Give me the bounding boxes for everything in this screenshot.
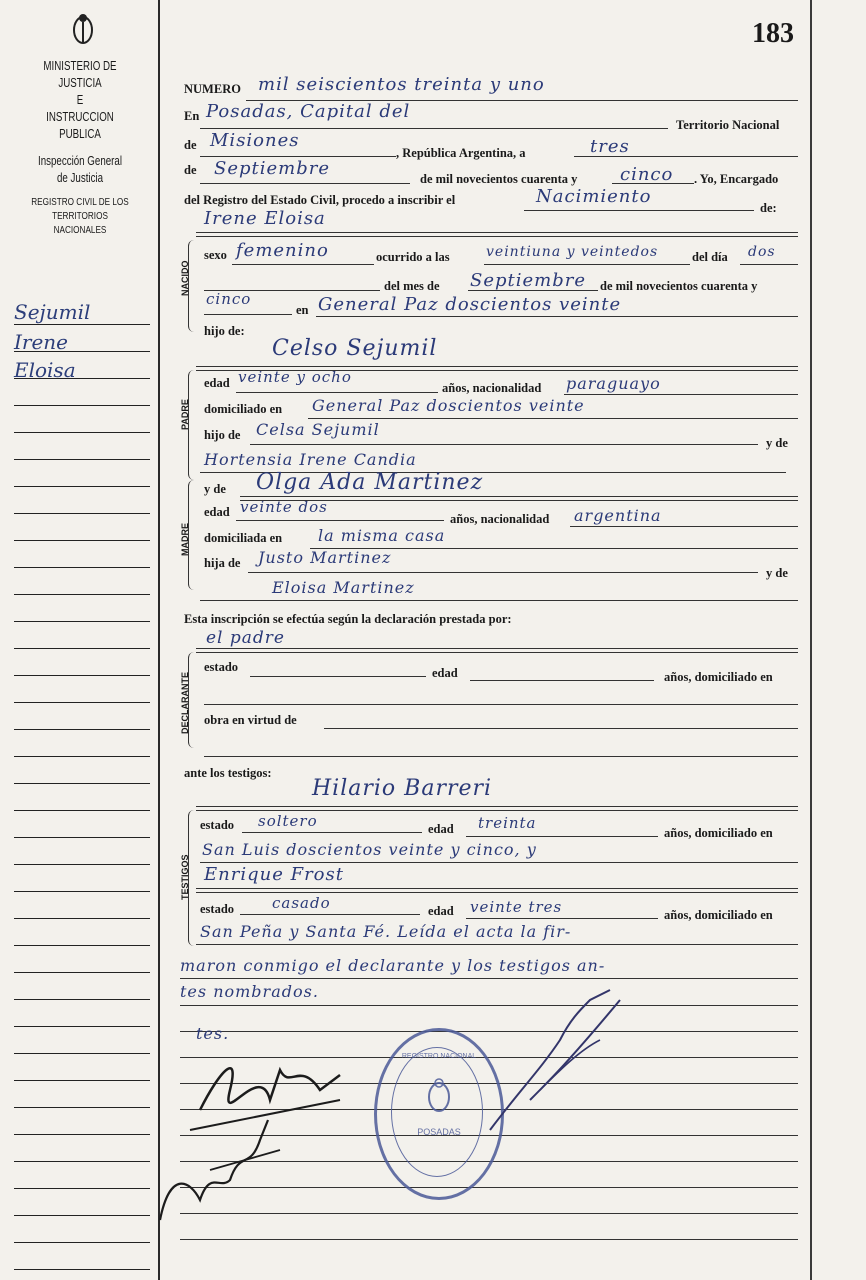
testigo1-estado-line xyxy=(242,832,422,833)
declarante-intro: Esta inscripción se efectúa según la declaración prestada por: xyxy=(184,612,512,626)
testigo1-edad-label: edad xyxy=(428,822,454,836)
left-ruled-line xyxy=(14,945,150,946)
testigo1-nombre: Hilario Barreri xyxy=(312,776,493,801)
mes-nacimiento-value: Septiembre xyxy=(470,270,586,291)
madre-edad: veinte dos xyxy=(240,498,328,516)
declarante-obra-line xyxy=(324,728,798,729)
seal-top-text: REGISTRO NACIONAL xyxy=(401,1053,477,1060)
left-ruled-line xyxy=(14,864,150,865)
anio-nacimiento-value: cinco xyxy=(206,290,252,308)
anio-line xyxy=(612,183,694,184)
numero-value: mil seiscientos treinta y uno xyxy=(258,74,545,95)
mes-inscripcion-value: Septiembre xyxy=(214,158,330,179)
seal-city-text: POSADAS xyxy=(417,1127,461,1137)
madre-madre: Eloisa Martinez xyxy=(272,578,415,597)
cierre-linea-1: maron conmigo el declarante y los testigos an- xyxy=(180,956,606,975)
registro-label: del Registro del Estado Civil, procedo a inscribir el xyxy=(184,193,456,207)
left-ruled-line xyxy=(14,837,150,838)
left-ruled-line xyxy=(14,1053,150,1054)
testigo1-estado-label: estado xyxy=(200,818,235,832)
left-ruled-line xyxy=(14,972,150,973)
sexo-value: femenino xyxy=(236,240,329,261)
left-ruled-line xyxy=(14,1080,150,1081)
declarante-obra-label: obra en virtud de xyxy=(204,713,297,727)
declarante-blank-1 xyxy=(204,704,798,705)
signature-2-icon xyxy=(150,1110,300,1230)
acto-value: Nacimiento xyxy=(536,186,652,207)
nombre-inscripto-value: Irene Eloisa xyxy=(204,208,326,229)
padre-y-de-label: y de xyxy=(766,436,788,450)
hijo-label: hijo de: xyxy=(204,324,245,338)
right-edge-line xyxy=(810,0,812,1280)
testigo2-nombre: Enrique Frost xyxy=(204,864,344,885)
madre-nombre: Olga Ada Martinez xyxy=(256,470,484,495)
left-ruled-line xyxy=(14,891,150,892)
ocurrido-label: ocurrido a las xyxy=(376,250,450,264)
en-line xyxy=(200,128,668,129)
madre-domicilio: la misma casa xyxy=(318,526,446,545)
ministry-line-4: Inspección General xyxy=(37,154,122,168)
left-ruled-line xyxy=(14,1215,150,1216)
declarante-edad-label: edad xyxy=(432,666,458,680)
testigo2-dom-line xyxy=(196,944,798,945)
mes-line xyxy=(200,183,410,184)
sexo-label: sexo xyxy=(204,248,227,262)
testigos-intro: ante los testigos: xyxy=(184,766,272,780)
margin-second-name: Eloisa xyxy=(14,358,76,382)
sexo-line xyxy=(232,264,374,265)
left-ruled-line xyxy=(14,1026,150,1027)
padre-madre: Hortensia Irene Candia xyxy=(204,450,417,469)
anio-nac-line xyxy=(204,314,292,315)
left-ruled-line xyxy=(14,1107,150,1108)
anio-label: de mil novecientos cuarenta y xyxy=(420,172,578,186)
declarante-line xyxy=(196,648,798,653)
left-ruled-line xyxy=(14,648,150,649)
left-ruled-line xyxy=(14,1188,150,1189)
madre-nac-line xyxy=(570,526,798,527)
madre-tag: MADRE xyxy=(180,523,190,556)
madre-edad-label: edad xyxy=(204,505,230,519)
left-ruled-line xyxy=(14,810,150,811)
mes-nac-line xyxy=(468,290,598,291)
dia-line xyxy=(574,156,798,157)
en-label: En xyxy=(184,109,200,123)
ministry-line-7: TERRITORIOS NACIONALES xyxy=(52,210,108,236)
signature-3-icon xyxy=(470,980,650,1150)
testigo2-edad-label: edad xyxy=(428,904,454,918)
madre-madre-line xyxy=(200,600,798,601)
declarante-blank-2 xyxy=(204,756,798,757)
left-ruled-line xyxy=(14,702,150,703)
left-ruled-line xyxy=(14,459,150,460)
declarante-tag: DECLARANTE xyxy=(180,672,190,734)
ministry-line-2: E xyxy=(76,93,84,107)
left-ruled-line xyxy=(14,432,150,433)
deldia-label: del día xyxy=(692,250,728,264)
testigo1-edad: treinta xyxy=(478,814,537,832)
testigo2-edad-line xyxy=(466,918,658,919)
de2-label: de xyxy=(184,163,197,177)
left-ruled-line xyxy=(14,378,150,379)
testigos-tag: TESTIGOS xyxy=(180,854,190,900)
ministry-line-5: de Justicia xyxy=(56,171,104,185)
declarante-edad-line xyxy=(470,680,654,681)
madre-anios-label: años, nacionalidad xyxy=(450,512,550,526)
testigo2-anios-label: años, domiciliado en xyxy=(664,908,773,922)
national-emblem-icon xyxy=(70,10,96,46)
padre-nac-line xyxy=(564,394,798,395)
padre-tag: PADRE xyxy=(180,399,190,430)
left-ruled-line xyxy=(14,567,150,568)
left-ruled-line xyxy=(14,405,150,406)
mil-label: de mil novecientos cuarenta y xyxy=(600,279,758,293)
lugar-line xyxy=(316,316,798,317)
testigo1-dom-line xyxy=(200,862,798,863)
yo-label: . Yo, Encargado xyxy=(694,172,779,186)
page-number: 183 xyxy=(752,18,794,49)
madre-domicilio-label: domiciliada en xyxy=(204,531,283,545)
padre-edad-label: edad xyxy=(204,376,230,390)
padre-padre: Celsa Sejumil xyxy=(256,420,380,439)
padre-padre-line xyxy=(250,444,758,445)
en-value: Posadas, Capital del xyxy=(206,101,411,122)
dia-inscripcion-value: tres xyxy=(590,136,630,157)
left-ruled-line xyxy=(14,756,150,757)
padre-hijo-de-label: hijo de xyxy=(204,428,241,442)
numero-label: NUMERO xyxy=(184,82,241,96)
declarante-anios-label: años, domiciliado en xyxy=(664,670,773,684)
testigo1-nombre-line xyxy=(196,806,798,811)
de-label: de xyxy=(184,138,197,152)
padre-nombre: Celso Sejumil xyxy=(272,336,438,361)
left-ruled-line xyxy=(14,1242,150,1243)
testigo2-edad: veinte tres xyxy=(470,898,563,916)
en2-label: en xyxy=(296,303,309,317)
testigo1-edad-line xyxy=(466,836,658,837)
left-ruled-line xyxy=(14,675,150,676)
padre-anios-label: años, nacionalidad xyxy=(442,381,542,395)
de3-label: de: xyxy=(760,201,777,215)
testigo1-anios-label: años, domiciliado en xyxy=(664,826,773,840)
left-ruled-line xyxy=(14,1269,150,1270)
ministry-header xyxy=(25,58,134,237)
margin-surname: Sejumil xyxy=(14,300,91,324)
padre-domicilio-label: domiciliado en xyxy=(204,402,283,416)
padre-edad: veinte y ocho xyxy=(238,368,352,386)
left-ruled-line xyxy=(14,621,150,622)
lugar-value: General Paz doscientos veinte xyxy=(318,294,622,315)
left-ruled-line xyxy=(14,1134,150,1135)
ministry-line-1: MINISTERIO DE JUSTICIA xyxy=(43,59,117,90)
left-ruled-line xyxy=(14,351,150,352)
cierre-line-1 xyxy=(180,978,798,979)
madre-y-de2-label: y de xyxy=(766,566,788,580)
padre-edad-line xyxy=(236,392,438,393)
madre-nacionalidad: argentina xyxy=(574,506,662,525)
left-ruled-line xyxy=(14,486,150,487)
left-ruled-line xyxy=(14,729,150,730)
testigo2-domicilio: San Peña y Santa Fé. Leída el acta la fir- xyxy=(200,922,572,941)
left-ruled-line xyxy=(14,918,150,919)
left-ruled-line xyxy=(14,783,150,784)
left-ruled-line xyxy=(14,540,150,541)
acto-line xyxy=(524,210,754,211)
left-ruled-line xyxy=(14,513,150,514)
testigo1-estado: soltero xyxy=(258,812,318,830)
left-ruled-line xyxy=(14,594,150,595)
provincia-value: Misiones xyxy=(210,130,300,151)
seal-emblem-icon xyxy=(425,1075,453,1115)
nacido-tag: NACIDO xyxy=(180,260,190,296)
republica-label: , República Argentina, a xyxy=(396,146,526,160)
madre-hija-de-label: hija de xyxy=(204,556,241,570)
left-ruled-line xyxy=(14,1161,150,1162)
anio-inscripcion-value: cinco xyxy=(620,164,674,185)
delmes-label: del mes de xyxy=(384,279,440,293)
testigo1-domicilio: San Luis doscientos veinte y cinco, y xyxy=(202,840,537,859)
declarante-value: el padre xyxy=(206,628,285,648)
testigo2-nombre-line xyxy=(196,888,798,893)
dia-nac-line xyxy=(740,264,798,265)
ministry-line-3: INSTRUCCION PUBLICA xyxy=(46,110,114,141)
testigo2-estado: casado xyxy=(272,894,331,912)
margin-first-name: Irene xyxy=(14,330,69,354)
territorio-label: Territorio Nacional xyxy=(676,118,780,132)
madre-padre-line xyxy=(248,572,758,573)
hora-line xyxy=(484,264,690,265)
madre-padre: Justo Martinez xyxy=(258,548,392,567)
padre-domicilio: General Paz doscientos veinte xyxy=(312,396,585,415)
testado-note: tes. xyxy=(196,1024,230,1043)
testigo2-estado-line xyxy=(240,914,420,915)
padre-dom-line xyxy=(308,418,798,419)
ministry-line-6: REGISTRO CIVIL DE LOS xyxy=(31,196,129,208)
madre-edad-line xyxy=(236,520,444,521)
declarante-estado-line xyxy=(250,676,426,677)
madre-y-de-label: y de xyxy=(204,482,226,496)
nombre-line xyxy=(196,232,798,237)
left-ruled-line xyxy=(14,324,150,325)
dia-nacimiento-value: dos xyxy=(748,244,776,260)
provincia-line xyxy=(200,156,396,157)
cierre-linea-2: tes nombrados. xyxy=(180,982,319,1001)
bottom-ruled-line xyxy=(180,1239,798,1240)
hora-value: veintiuna y veintedos xyxy=(486,244,659,260)
padre-nacionalidad: paraguayo xyxy=(566,374,661,393)
testigo2-estado-label: estado xyxy=(200,902,235,916)
left-ruled-line xyxy=(14,999,150,1000)
declarante-estado-label: estado xyxy=(204,660,239,674)
